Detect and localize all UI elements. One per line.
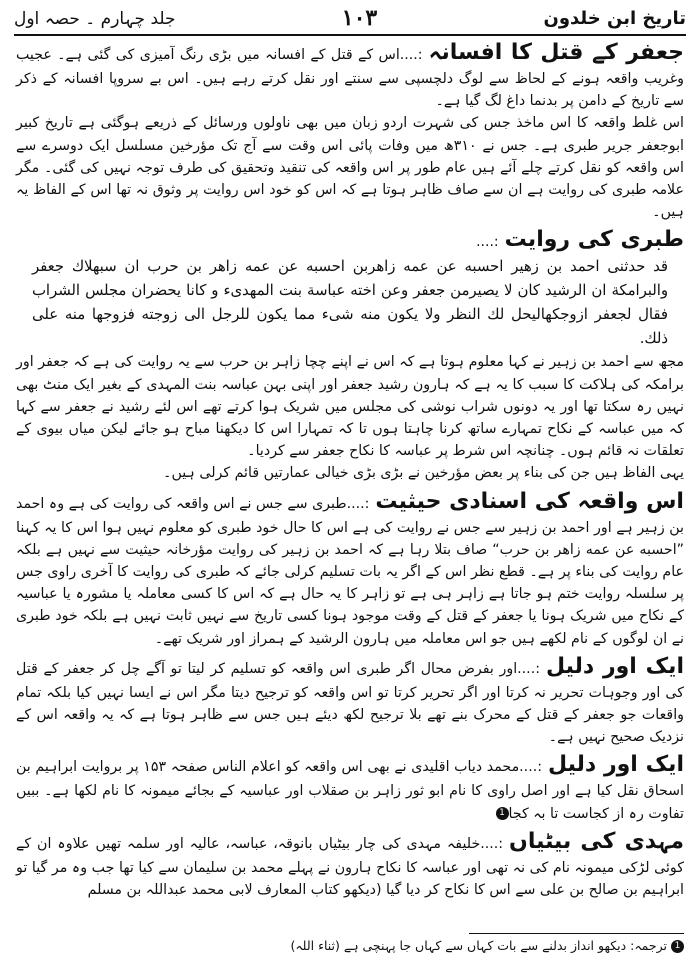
- paragraph-isnad: [16, 487, 684, 650]
- footnote-divider: [469, 933, 684, 934]
- arabic-quote: قد حدثنی احمد بن زهیر احسبه عن عمه زاهربن احسبه عن عمه زاهر بن حرب ان سبهلاك جعفر والبرامکة ان الرشید كان لا یصیرمن جعفر وعن اخته عباسة بنت المهدیء و کانا یحضران مجلس الشراب فقال لجعفر ازوجکهالیحل لك النظر ولا یكون منه شیء مما یكون للرجل الی زوجته فزوجها منه علی ذلك.: [32, 258, 668, 348]
- footnote-marker: 1: [671, 940, 684, 953]
- paragraph-text: :....خلیفہ مہدی کی چار بیٹیاں بانوقہ، عباسہ، عالیہ اور سلمہ تھیں علاوہ ان کے کوئی لڑکی میمونہ نام کی نہ تھی اور عباسہ کا نکاح ہارون نے پہلے محمد بن سلیمان سے کیا تھا جب وہ مر گیا تو ابراہیم بن صالح بن علی سے اس کا نکاح کر دیا گیا (دیکھو کتاب المعارف لابی محمد عبداللہ بن مسلم: [16, 835, 684, 899]
- paragraph-mahdi-daughters: [16, 827, 684, 901]
- paragraph-source: اس غلط واقعہ کا اس ماخذ جس کی شہرت اردو زبان میں بھی ناولوں ورسائل کے ذریعے ہوگئی ہے تاریخ کبیر ابوجعفر جریر طبری ہے۔ جس نے ۳۱۰ھ میں وفات پائی اس وقت سے آج تک مؤرخین مسلسل ایک دوسرے سے اس واقعہ کو نقل کرتے چلے آئے ہیں عام طور پر اس واقعہ کی تنقید وتحقیق کی طرف توجہ نہیں کی گئی۔ مگر علامہ طبری کی روایت ہے ان سے صاف ظاہر ہوتا ہے کہ اس کو خود اس روایت پر وثوق نہ تھا اس کے الفاظ یہ ہیں۔: [16, 115, 684, 221]
- paragraph-text: :....اور بفرض محال اگر طبری اس واقعہ کو تسلیم کر لیتا تو آگے چل کر جعفر کے قتل کی اور وجوہات تحریر نہ کرتا اور اگر تحریر کرتا تو اس واقعہ کو ترجیح دیتا مگر اس نے ایسا نہیں کیا بلکہ تمام واقعات جو جعفر کے قتل کے محرک بنے تھے بلا ترجیح لکھ دیئے ہیں جس سے ظاہر ہوتا ہے کہ یہ واقعہ اس کے نزدیک صحیح نہیں ہے۔: [16, 660, 684, 746]
- section-heading: اس واقعہ کی اسنادی حیثیت: [375, 488, 684, 514]
- page-header: [14, 2, 686, 36]
- book-title: تاریخ ابن خلدون: [543, 7, 686, 29]
- page-body: [16, 38, 684, 901]
- volume-label: جلد چہارم ۔ حصہ اول: [14, 8, 176, 29]
- section-heading: مہدی کی بیٹیاں: [509, 828, 684, 854]
- footnote-reference[interactable]: 1: [496, 807, 509, 820]
- tabari-heading-line: [16, 225, 684, 255]
- footnote-text: ترجمہ: دیکھو انداز بدلنے سے بات کہاں سے کہاں جا پہنچی ہے (ثناء اللہ): [290, 938, 667, 953]
- paragraph-note: یہی الفاظ ہیں جن کی بناء پر بعض مؤرخین نے بڑی بڑی خیالی عمارتیں قائم کرلی ہیں۔: [163, 465, 684, 482]
- paragraph-text: :....طبری سے جس نے اس واقعہ کی روایت کی ہے وہ احمد بن زہیر ہے اور احمد بن زہیر سے جس نے روایت کی ہے اس کا حال خود طبری کو معلوم نہیں ہوا اس کا یہ کہنا ”احسبه عن عمه زاهر بن حرب“ صاف بتلا رہا ہے کہ احمد بن زہیر کی روایت مؤرخانہ حیثیت سے نہیں ہے بلکہ عام روایت کی بناء پر ہے۔ قطع نظر اس کے اگر یہ بات تسلیم کرلی جائے کہ طبری کی روایت کا آخری راوی جس پر سلسلہ روایت ختم ہو جاتا ہے زاہر ہی ہے تو زاہر کا یہ حال ہے کہ اس کا کسی معاملہ یا مشورہ یا عباسیہ کے نکاح میں شریک ہونا یا جعفر کے قتل کے وقت موجود ہونا کسی تاریخ سے نہیں ثابت نہیں ہے بلکہ خود طبری نے ان لوگوں کے نام لکھے ہیں جو اس معاملہ میں ہارون الرشید کے ہمراز اور شریک تھے۔: [16, 495, 684, 647]
- paragraph-text: :....اس کے قتل کے افسانہ میں بڑی رنگ آمیزی کی گئی ہے۔ عجیب وغریب واقعہ ہونے کے لحاظ سے لوگ دلچسپی سے سنتے اور نقل کرتے رہے ہیں۔ اس بے سروپا افسانہ کے ذکر سے تاریخ کے دامن پر بدنما داغ لگ گیا ہے۔: [16, 47, 684, 110]
- footnote: [16, 937, 684, 955]
- heading-dots: :....: [476, 234, 499, 251]
- section-heading: طبری کی روایت: [504, 227, 684, 253]
- paragraph-text: :....محمد دیاب اقلیدی نے بھی اس واقعہ کو اعلام الناس صفحہ ۱۵۳ پر بروایت ابراہیم بن اسحاق نقل کیا ہے اور اصل راوی کا نام ابو ثور زاہر بن صقلاب اور عباسیہ کے بجائے میمونہ کا نام لکھا ہے۔ ببیں تفاوت رہ از کجاست تا بہ کجا: [16, 759, 684, 822]
- page-number: ۱۰۳: [341, 5, 378, 31]
- quote-translation: مجھ سے احمد بن زہیر نے کہا معلوم ہوتا ہے کہ اس نے اپنے چچا زاہر بن حرب سے یہ روایت کی ہے کہ جعفر اور برامکہ کی ہلاکت کا سبب کا یہ ہے کہ ہارون رشید جعفر اور اپنی بہن عباسہ بنت المہدی کے بغیر ایک منٹ بھی نہیں رہ سکتا تھا اور یہ دونوں شراب نوشی کی مجلس میں شریک ہوا کرتے تھے اس لئے رشید نے جعفر سے کہا کہ میں عباسہ کے نکاح تمہارے ساتھ کرنا چاہتا ہوں تا کہ تمہارا اس کا دیکھنا مباح ہو جائے لیکن میاں بیوی کے تعلقات نہ قائم ہوں۔ چنانچہ اس شرط پر عباسہ کا نکاح جعفر سے کردیا۔: [16, 354, 684, 460]
- paragraph-another-argument: [16, 652, 684, 749]
- section-heading: جعفر کے قتل کا افسانہ: [428, 40, 684, 65]
- section-heading: ایک اور دلیل: [548, 752, 684, 778]
- paragraph-another-argument-2: [16, 750, 684, 824]
- paragraph-jafar-murder: [16, 38, 684, 112]
- section-heading: ایک اور دلیل: [545, 653, 684, 679]
